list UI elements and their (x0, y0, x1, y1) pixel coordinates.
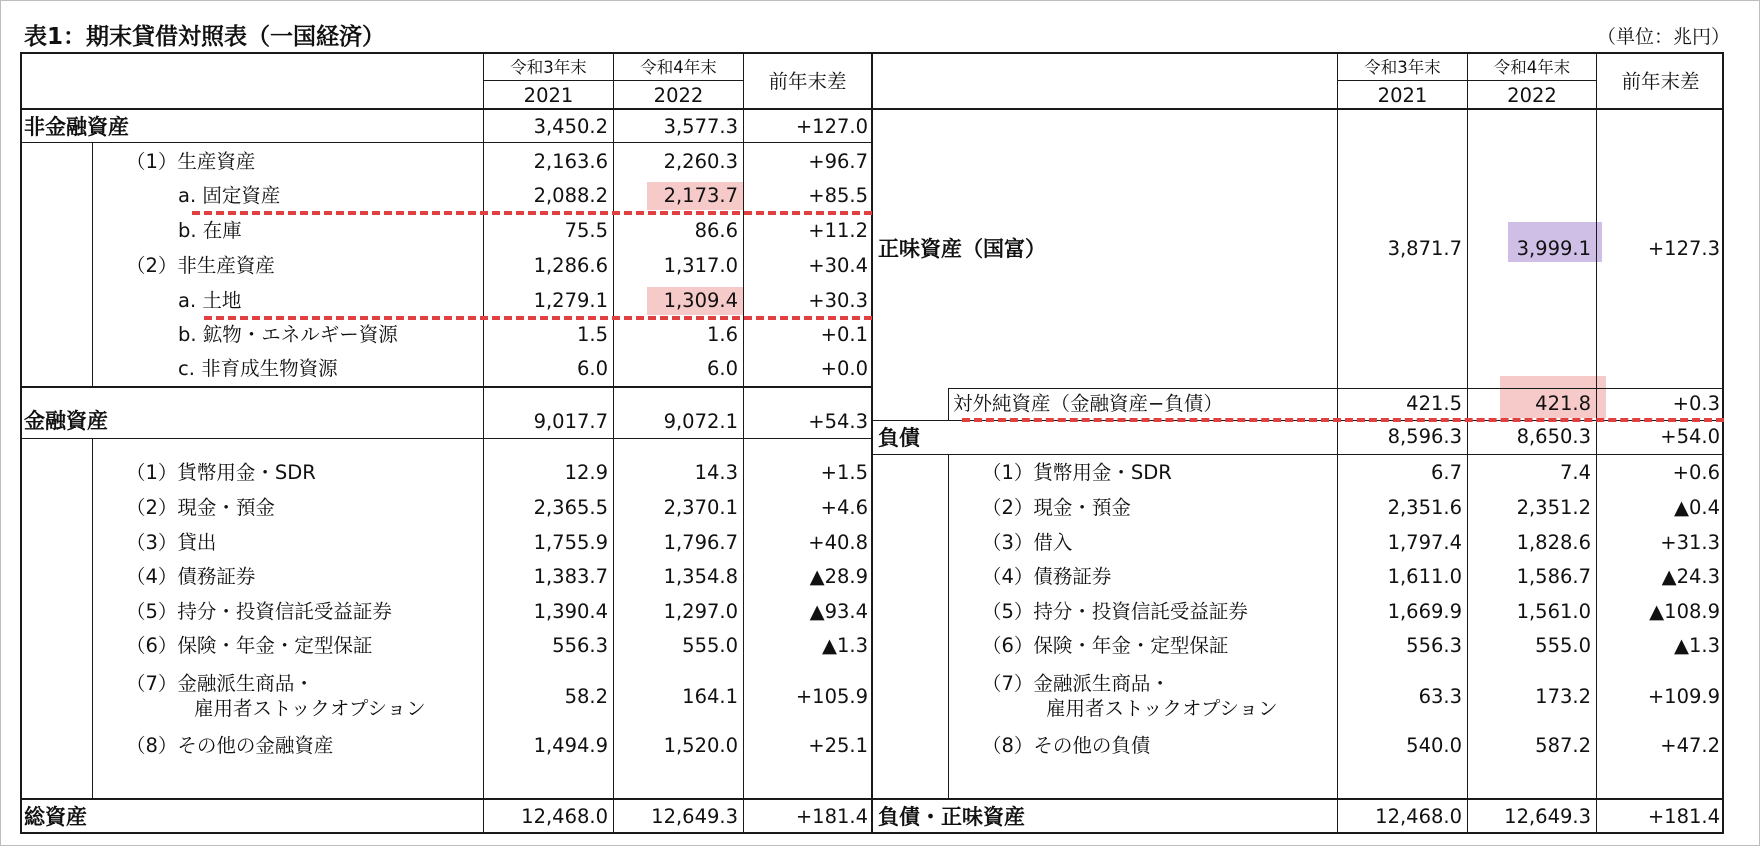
cell-2022: 3,577.3 (663, 115, 738, 138)
cell-2022: 555.0 (682, 634, 738, 657)
cell-diff: +1.5 (820, 461, 868, 484)
row-label-inventories: b. 在庫 (178, 219, 242, 242)
cell-2022: 173.2 (1535, 685, 1591, 708)
dashed-marker-line (962, 418, 1724, 422)
row-label-derivatives: （7）金融派生商品・ (126, 672, 314, 695)
row-label-liabilities: 負債 (878, 426, 920, 450)
row-label-debt-securities: （4）債務証券 (126, 565, 256, 588)
header-2021-year: 2021 (523, 84, 574, 107)
cell-2022: 1,297.0 (663, 600, 738, 623)
indent-line (92, 142, 93, 386)
cell-diff: +96.7 (808, 150, 868, 173)
cell-diff: ▲93.4 (809, 600, 868, 623)
cell-2021: 421.5 (1406, 392, 1462, 415)
cell-diff: +109.9 (1647, 685, 1720, 708)
cell-2022: 12,649.3 (1504, 805, 1591, 828)
cell-2022: 1,828.6 (1516, 531, 1591, 554)
cell-2021: 1.5 (576, 323, 608, 346)
row-label-produced-assets: （1）生産資産 (126, 150, 256, 173)
dashed-marker-line (192, 211, 872, 215)
cell-diff: +0.3 (1672, 392, 1720, 415)
row-label-equity-funds: （5）持分・投資信託受益証券 (126, 600, 392, 623)
row-label-total-assets: 総資産 (24, 805, 87, 829)
cell-2022: 86.6 (694, 219, 738, 242)
row-label-insurance-pension: （6）保険・年金・定型保証 (982, 634, 1229, 657)
cell-2022: 2,173.7 (663, 184, 738, 207)
row-label-noncultivated-bio: c. 非育成生物資源 (178, 357, 338, 380)
indent-line (92, 438, 93, 798)
row-label-monetary-gold: （1）貨幣用金・SDR (126, 461, 316, 484)
cell-diff: ▲1.3 (821, 634, 868, 657)
cell-2021: 6.7 (1430, 461, 1462, 484)
row-label-equity-funds: （5）持分・投資信託受益証券 (982, 600, 1248, 623)
header-2021-era: 令和3年末 (1364, 58, 1441, 77)
cell-2021: 3,450.2 (533, 115, 608, 138)
cell-diff: +31.3 (1660, 531, 1720, 554)
header-2022-year: 2022 (1507, 84, 1557, 107)
cell-2022: 2,370.1 (663, 496, 738, 519)
cell-diff: +4.6 (820, 496, 868, 519)
cell-2022: 587.2 (1535, 734, 1591, 757)
cell-2022: 1,309.4 (663, 289, 738, 312)
cell-diff: +181.4 (1647, 805, 1720, 828)
cell-diff: +11.2 (808, 219, 868, 242)
cell-2021: 9,017.7 (533, 410, 608, 433)
cell-diff: +127.0 (795, 115, 868, 138)
total-line (20, 798, 1724, 800)
row-label-derivatives: （7）金融派生商品・ (982, 672, 1170, 695)
cell-diff: ▲24.3 (1661, 565, 1720, 588)
cell-2022: 1,317.0 (663, 254, 738, 277)
cell-2021: 6.0 (576, 357, 608, 380)
cell-2022: 421.8 (1535, 392, 1591, 415)
cell-2022: 2,351.2 (1516, 496, 1591, 519)
indent-line (948, 388, 949, 420)
row-label-borrowings: （3）借入 (982, 531, 1073, 554)
unit-label: （単位：兆円） (1596, 26, 1730, 48)
row-label-mineral-energy: b. 鉱物・エネルギー資源 (178, 323, 398, 346)
cell-2021: 2,365.5 (533, 496, 608, 519)
cell-diff: +54.3 (808, 410, 868, 433)
cell-2022: 1,796.7 (663, 531, 738, 554)
cell-2022: 1,354.8 (663, 565, 738, 588)
cell-2022: 2,260.3 (663, 150, 738, 173)
cell-2021: 58.2 (564, 685, 608, 708)
cell-diff: ▲0.4 (1673, 496, 1720, 519)
row-label-land: a. 土地 (178, 289, 242, 312)
row-line (948, 388, 1724, 389)
row-label-fixed-assets: a. 固定資産 (178, 184, 281, 207)
cell-2021: 556.3 (552, 634, 608, 657)
cell-diff: +40.8 (808, 531, 868, 554)
cell-diff: ▲28.9 (809, 565, 868, 588)
cell-2021: 1,390.4 (533, 600, 608, 623)
cell-diff: +105.9 (795, 685, 868, 708)
cell-diff: +25.1 (808, 734, 868, 757)
header-2022-year: 2022 (653, 84, 704, 107)
cell-2022: 1,561.0 (1516, 600, 1591, 623)
row-label-net-foreign-assets: 対外純資産（金融資産−負債） (953, 392, 1223, 415)
cell-2021: 1,279.1 (533, 289, 608, 312)
cell-2021: 8,596.3 (1387, 425, 1462, 448)
cell-2021: 3,871.7 (1387, 237, 1462, 260)
cell-diff: +47.2 (1660, 734, 1720, 757)
header-split-line (1337, 80, 1597, 81)
indent-line (948, 454, 949, 798)
cell-diff: +0.6 (1672, 461, 1720, 484)
row-label-derivatives-line2: 雇用者ストックオプション (194, 697, 426, 720)
cell-diff: +181.4 (795, 805, 868, 828)
header-diff: 前年末差 (1621, 70, 1700, 93)
cell-2022: 1.6 (706, 323, 738, 346)
row-label-net-worth: 正味資産（国富） (878, 237, 1046, 261)
center-divider (871, 52, 873, 834)
cell-2021: 1,755.9 (533, 531, 608, 554)
row-line (20, 142, 872, 143)
cell-diff: +54.0 (1660, 425, 1720, 448)
row-label-financial-assets: 金融資産 (24, 409, 108, 433)
row-line (20, 438, 872, 439)
cell-2021: 1,797.4 (1387, 531, 1462, 554)
cell-2021: 1,669.9 (1387, 600, 1462, 623)
header-bottom-line (20, 108, 1724, 110)
cell-2022: 14.3 (694, 461, 738, 484)
cell-2022: 1,586.7 (1516, 565, 1591, 588)
cell-2021: 12,468.0 (521, 805, 608, 828)
header-2021-era: 令和3年末 (510, 58, 587, 77)
header-diff: 前年末差 (768, 70, 847, 93)
cell-diff: +127.3 (1647, 237, 1720, 260)
row-line (20, 386, 872, 388)
cell-2022: 7.4 (1559, 461, 1591, 484)
cell-2022: 6.0 (706, 357, 738, 380)
row-label-debt-securities: （4）債務証券 (982, 565, 1112, 588)
row-label-monetary-gold: （1）貨幣用金・SDR (982, 461, 1172, 484)
cell-diff: +0.1 (820, 323, 868, 346)
cell-2021: 12,468.0 (1375, 805, 1462, 828)
cell-2022: 12,649.3 (651, 805, 738, 828)
header-split-line (483, 80, 743, 81)
cell-diff: ▲108.9 (1649, 600, 1720, 623)
cell-2021: 2,163.6 (533, 150, 608, 173)
cell-2022: 3,999.1 (1516, 237, 1591, 260)
row-label-nonproduced-assets: （2）非生産資産 (126, 254, 275, 277)
cell-2021: 1,286.6 (533, 254, 608, 277)
row-label-other-liabilities: （8）その他の負債 (982, 734, 1151, 757)
cell-diff: +0.0 (820, 357, 868, 380)
cell-2021: 1,494.9 (533, 734, 608, 757)
cell-2021: 1,611.0 (1387, 565, 1462, 588)
header-2021-year: 2021 (1377, 84, 1428, 107)
cell-diff: +85.5 (808, 184, 868, 207)
cell-2021: 556.3 (1406, 634, 1462, 657)
cell-2021: 63.3 (1418, 685, 1462, 708)
row-label-currency-deposits: （2）現金・預金 (126, 496, 275, 519)
dashed-marker-line (204, 316, 872, 320)
row-label-loans: （3）貸出 (126, 531, 217, 554)
cell-2022: 164.1 (682, 685, 738, 708)
cell-diff: ▲1.3 (1673, 634, 1720, 657)
cell-2022: 8,650.3 (1516, 425, 1591, 448)
cell-2021: 1,383.7 (533, 565, 608, 588)
cell-2021: 12.9 (564, 461, 608, 484)
row-label-other-financial-assets: （8）その他の金融資産 (126, 734, 334, 757)
row-label-insurance-pension: （6）保険・年金・定型保証 (126, 634, 373, 657)
cell-diff: +30.4 (808, 254, 868, 277)
cell-diff: +30.3 (808, 289, 868, 312)
header-2022-era: 令和4年末 (1493, 58, 1571, 77)
cell-2022: 555.0 (1535, 634, 1591, 657)
header-2022-era: 令和4年末 (640, 58, 717, 77)
row-label-derivatives-line2: 雇用者ストックオプション (1046, 697, 1278, 720)
table-title: 表1：期末貸借対照表（一国経済） (24, 24, 386, 50)
row-label-currency-deposits: （2）現金・預金 (982, 496, 1131, 519)
cell-2022: 9,072.1 (663, 410, 738, 433)
cell-2021: 75.5 (564, 219, 608, 242)
cell-2021: 540.0 (1406, 734, 1462, 757)
cell-2021: 2,088.2 (533, 184, 608, 207)
row-label-nonfinancial-assets: 非金融資産 (24, 115, 129, 139)
cell-2022: 1,520.0 (663, 734, 738, 757)
cell-2021: 2,351.6 (1387, 496, 1462, 519)
row-label-liabilities-net-worth: 負債・正味資産 (878, 805, 1025, 829)
row-line (872, 454, 1724, 455)
